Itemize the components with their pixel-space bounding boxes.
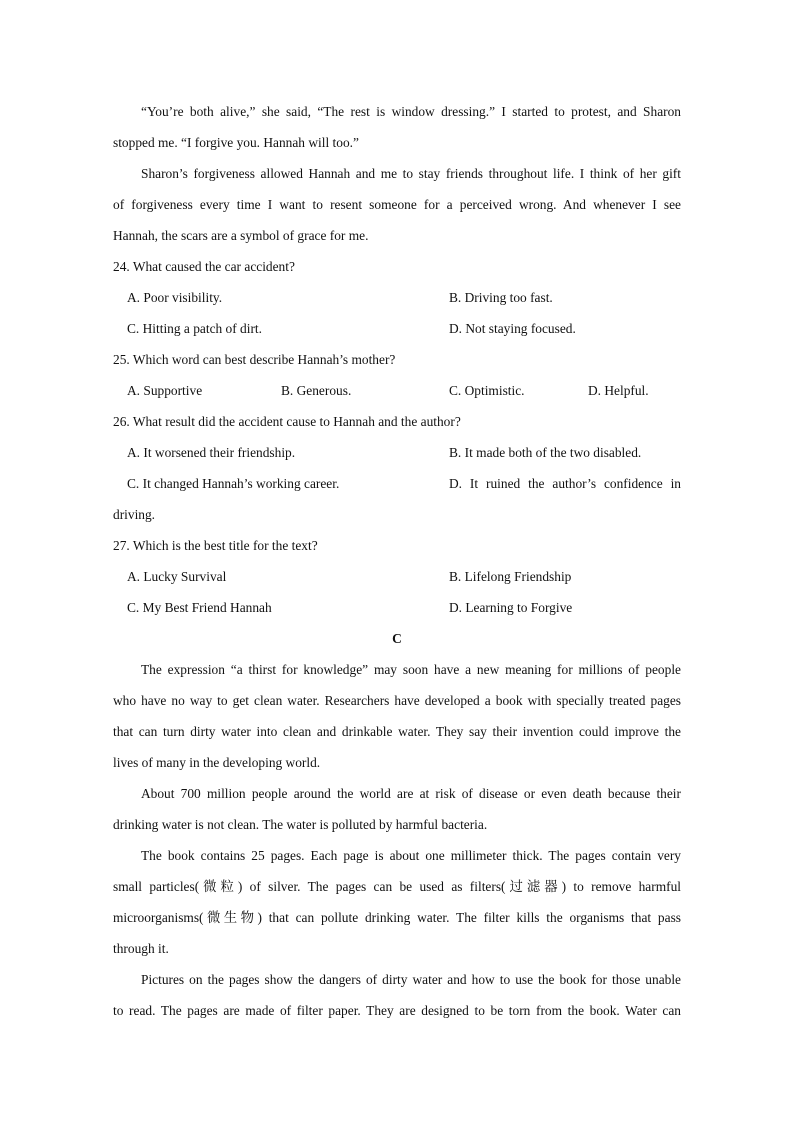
option-c[interactable]: C. My Best Friend Hannah (127, 600, 272, 615)
exam-page (113, 96, 681, 1026)
paragraph-line: Pictures on the pages show the dangers of dirty water and how to use the book for those unable (141, 972, 681, 987)
option-d-continuation: driving. (113, 507, 156, 522)
option-row (113, 468, 681, 499)
paragraph-line: The expression “a thirst for knowledge” may soon have a new meaning for millions of people (141, 662, 681, 677)
paragraph-line: to read. The pages are made of filter paper. They are designed to be torn from the book. Water can (113, 1003, 681, 1018)
question-stem: 25. Which word can best describe Hannah’s mother? (113, 352, 396, 367)
option-c[interactable]: C. It changed Hannah’s working career. (127, 476, 340, 491)
paragraph-line: lives of many in the developing world. (113, 755, 321, 770)
paragraph-line: About 700 million people around the world are at risk of disease or even death because their (141, 786, 681, 801)
option-row (113, 282, 681, 313)
paragraph-line: through it. (113, 941, 169, 956)
option-d[interactable]: D. Learning to Forgive (449, 600, 573, 615)
paragraph-line: that can turn dirty water into clean and drinkable water. They say their invention could improve the (113, 724, 681, 739)
option-c[interactable]: C. Hitting a patch of dirt. (127, 321, 262, 336)
option-row (113, 592, 681, 623)
option-d[interactable]: D. Helpful. (588, 383, 649, 398)
option-d[interactable]: D. It ruined the author’s confidence in (449, 476, 681, 491)
option-row (113, 561, 681, 592)
option-a[interactable]: A. It worsened their friendship. (127, 445, 296, 460)
paragraph-line: The book contains 25 pages. Each page is about one millimeter thick. The pages contain very (141, 848, 681, 863)
paragraph-line: Hannah, the scars are a symbol of grace for me. (113, 228, 369, 243)
option-a[interactable]: A. Lucky Survival (127, 569, 227, 584)
paragraph-line: of forgiveness every time I want to resent someone for a perceived wrong. And whenever I see (113, 197, 681, 212)
paragraph-line: stopped me. “I forgive you. Hannah will too.” (113, 135, 359, 150)
paragraph-line: “You’re both alive,” she said, “The rest is window dressing.” I started to protest, and Sharon (141, 104, 681, 119)
option-a[interactable]: A. Poor visibility. (127, 290, 223, 305)
option-row (113, 375, 681, 406)
option-c[interactable]: C. Optimistic. (449, 383, 525, 398)
question-stem: 26. What result did the accident cause to Hannah and the author? (113, 414, 461, 429)
option-d[interactable]: D. Not staying focused. (449, 321, 576, 336)
question-stem: 24. What caused the car accident? (113, 259, 295, 274)
option-b[interactable]: B. Driving too fast. (449, 290, 553, 305)
paragraph-line: Sharon’s forgiveness allowed Hannah and me to stay friends throughout life. I think of her gift (141, 166, 681, 181)
option-b[interactable]: B. It made both of the two disabled. (449, 445, 642, 460)
paragraph-line: who have no way to get clean water. Researchers have developed a book with specially treated pages (113, 693, 681, 708)
option-b[interactable]: B. Lifelong Friendship (449, 569, 572, 584)
paragraph-line: small particles(微粒) of silver. The pages can be used as filters(过滤器) to remove harmful (113, 879, 681, 894)
question-stem: 27. Which is the best title for the text? (113, 538, 318, 553)
paragraph-line: microorganisms(微生物) that can pollute drinking water. The filter kills the organisms that pass (113, 910, 681, 925)
option-row (113, 313, 681, 344)
option-b[interactable]: B. Generous. (281, 383, 352, 398)
paragraph-line: drinking water is not clean. The water is polluted by harmful bacteria. (113, 817, 488, 832)
section-heading: C (392, 631, 402, 646)
option-row (113, 437, 681, 468)
option-a[interactable]: A. Supportive (127, 383, 203, 398)
